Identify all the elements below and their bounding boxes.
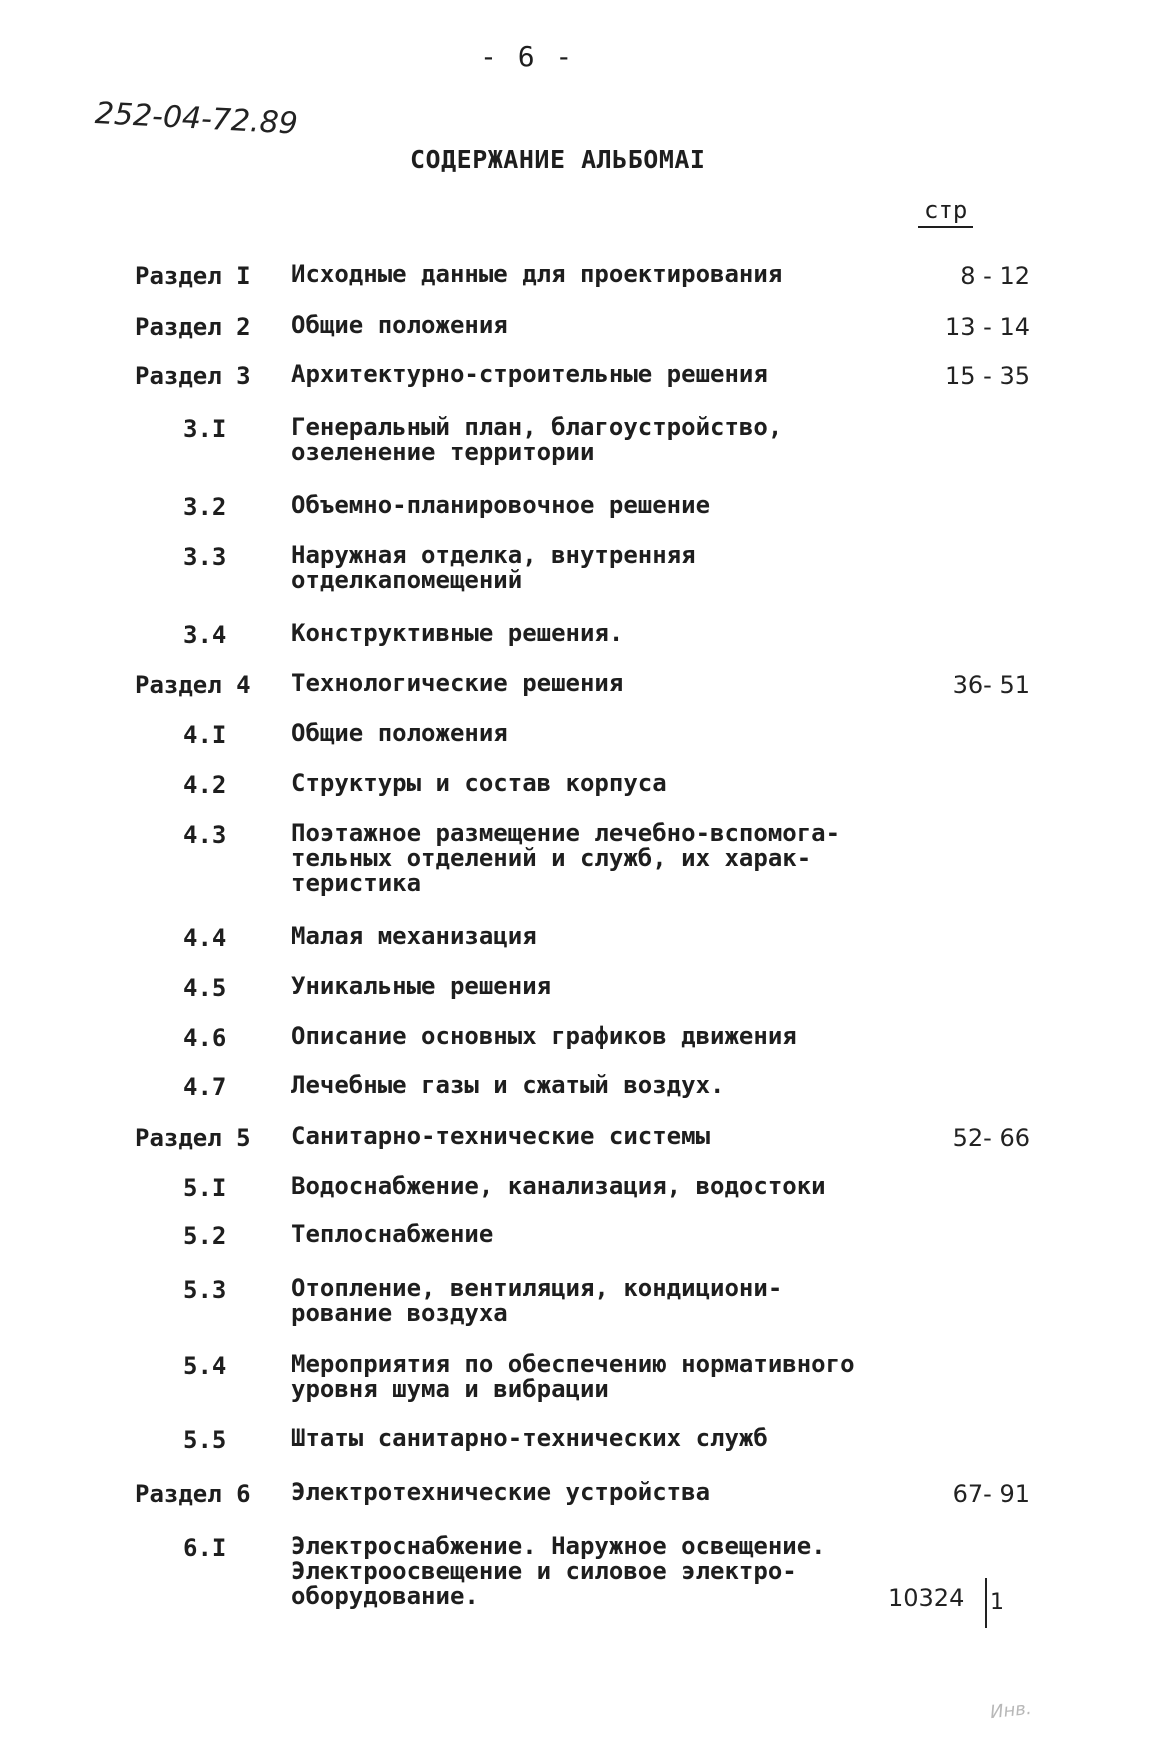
sheet-number: 1 bbox=[990, 1590, 1004, 1615]
toc-label: Раздел 2 bbox=[135, 313, 251, 341]
toc-label: 3.4 bbox=[183, 621, 227, 649]
toc-text: Мероприятия по обеспечению нормативного уровня шума и вибрации bbox=[291, 1350, 855, 1403]
toc-label: 4.7 bbox=[183, 1073, 227, 1101]
toc-text: Штаты санитарно-технических служб bbox=[291, 1424, 768, 1452]
toc-label: 3.I bbox=[183, 415, 227, 443]
toc-text: Санитарно-технические системы bbox=[291, 1122, 711, 1150]
toc-text: Электроснабжение. Наружное освещение. Электроосвещение и силовое электро- оборудование. bbox=[291, 1532, 826, 1610]
toc-pages: 13 - 14 bbox=[945, 313, 1030, 341]
toc-label: 4.2 bbox=[183, 771, 227, 799]
faded-stamp: Инв. bbox=[989, 1697, 1033, 1724]
toc-label: 5.2 bbox=[183, 1222, 227, 1250]
toc-text: Генеральный план, благоустройство, озеленение территории bbox=[291, 413, 783, 466]
toc-text: Общие положения bbox=[291, 719, 508, 747]
toc-label: 6.I bbox=[183, 1534, 227, 1562]
toc-pages: 8 - 12 bbox=[960, 262, 1030, 290]
toc-text: Конструктивные решения. bbox=[291, 619, 624, 647]
toc-text: Лечебные газы и сжатый воздух. bbox=[291, 1071, 725, 1099]
toc-pages: 52- 66 bbox=[952, 1124, 1030, 1152]
toc-text: Водоснабжение, канализация, водостоки bbox=[291, 1172, 826, 1200]
toc-text: Отопление, вентиляция, кондициони- рование воздуха bbox=[291, 1274, 783, 1327]
toc-text: Уникальные решения bbox=[291, 972, 552, 1000]
toc-label: Раздел 5 bbox=[135, 1124, 251, 1152]
toc-text: Описание основных графиков движения bbox=[291, 1022, 797, 1050]
page-title: СОДЕРЖАНИЕ АЛЬБОМАI bbox=[410, 145, 706, 174]
toc-label: 3.3 bbox=[183, 543, 227, 571]
toc-label: 4.4 bbox=[183, 924, 227, 952]
toc-label: Раздел I bbox=[135, 262, 251, 290]
toc-label: Раздел 4 bbox=[135, 671, 251, 699]
toc-label: Раздел 3 bbox=[135, 362, 251, 390]
toc-text: Малая механизация bbox=[291, 922, 537, 950]
archive-number: 10324 bbox=[888, 1584, 965, 1612]
toc-text: Исходные данные для проектирования bbox=[291, 260, 783, 288]
toc-label: 4.3 bbox=[183, 821, 227, 849]
pages-column-header: стр bbox=[918, 196, 973, 228]
archive-divider bbox=[985, 1578, 987, 1628]
toc-label: 5.3 bbox=[183, 1276, 227, 1304]
toc-label: 4.5 bbox=[183, 974, 227, 1002]
toc-label: 4.6 bbox=[183, 1024, 227, 1052]
document-number: 252-04-72.89 bbox=[94, 96, 299, 142]
toc-pages: 15 - 35 bbox=[945, 362, 1030, 390]
toc-label: 3.2 bbox=[183, 493, 227, 521]
toc-text: Наружная отделка, внутренняя отделкапомещений bbox=[291, 541, 696, 594]
toc-text: Поэтажное размещение лечебно-вспомога- тельных отделений и служб, их харак- теристика bbox=[291, 819, 841, 897]
page-number: - 6 - bbox=[480, 40, 575, 73]
toc-label: Раздел 6 bbox=[135, 1480, 251, 1508]
toc-text: Объемно-планировочное решение bbox=[291, 491, 711, 519]
toc-text: Электротехнические устройства bbox=[291, 1478, 711, 1506]
toc-label: 5.I bbox=[183, 1174, 227, 1202]
toc-text: Структуры и состав корпуса bbox=[291, 769, 667, 797]
toc-text: Архитектурно-строительные решения bbox=[291, 360, 768, 388]
toc-pages: 36- 51 bbox=[952, 671, 1030, 699]
toc-label: 5.5 bbox=[183, 1426, 227, 1454]
toc-label: 5.4 bbox=[183, 1352, 227, 1380]
toc-label: 4.I bbox=[183, 721, 227, 749]
toc-text: Общие положения bbox=[291, 311, 508, 339]
toc-text: Технологические решения bbox=[291, 669, 624, 697]
toc-pages: 67- 91 bbox=[952, 1480, 1030, 1508]
toc-text: Теплоснабжение bbox=[291, 1220, 494, 1248]
